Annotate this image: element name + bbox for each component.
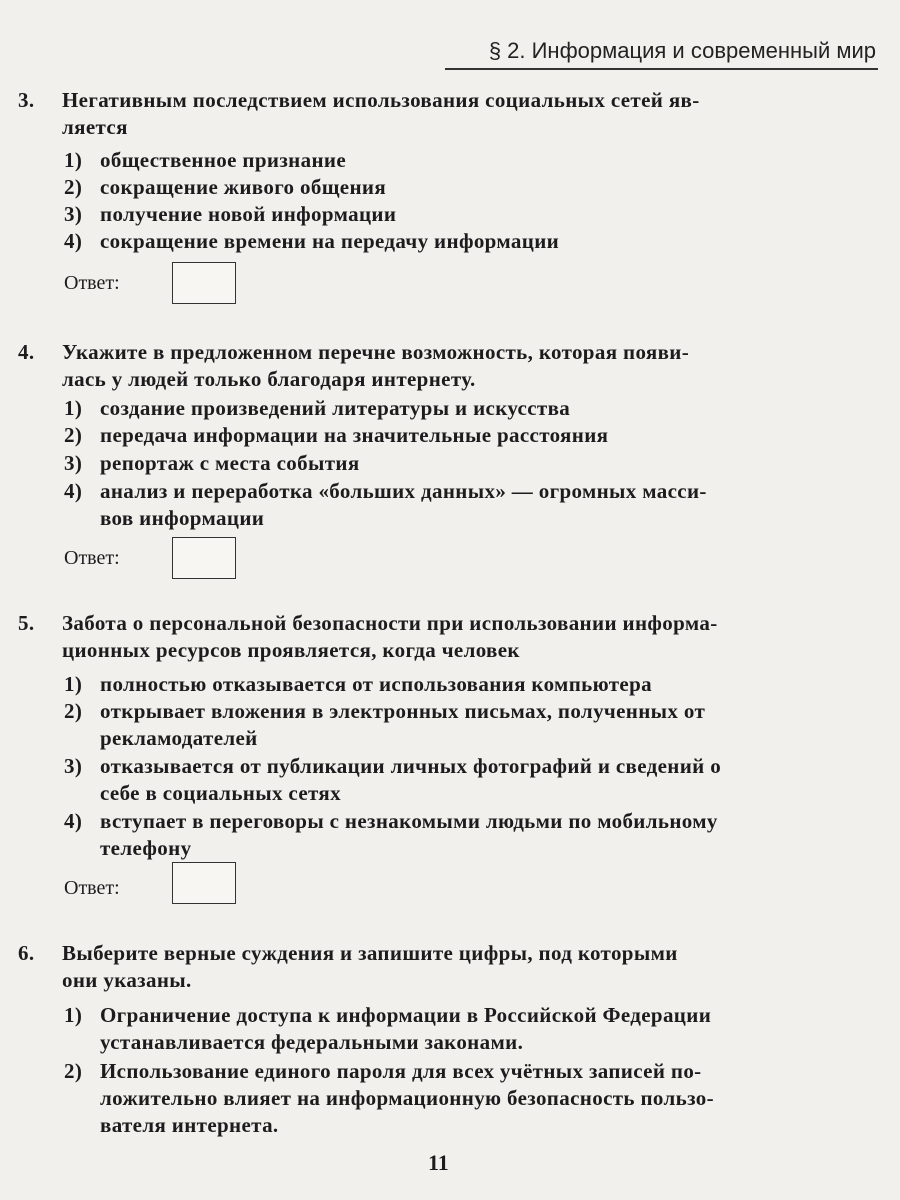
option-text: репортаж с места события	[100, 451, 360, 475]
option-text: устанавливается федеральными законами.	[100, 1030, 524, 1054]
answer-box-q5[interactable]	[172, 862, 236, 904]
option-number: 1)	[64, 148, 83, 172]
answer-box-q3[interactable]	[172, 262, 236, 304]
option-text: передача информации на значительные расстояния	[100, 423, 609, 447]
option-number: 3)	[64, 451, 83, 475]
question-text: они указаны.	[62, 968, 192, 992]
question-number: 5.	[18, 611, 35, 635]
option-number: 1)	[64, 396, 83, 420]
question-number: 3.	[18, 88, 35, 112]
question-text: Забота о персональной безопасности при использовании информа-	[62, 611, 718, 635]
option-text: вателя интернета.	[100, 1113, 279, 1137]
option-text: Ограничение доступа к информации в Российской Федерации	[100, 1003, 712, 1027]
question-text: ляется	[62, 115, 128, 139]
option-text: себе в социальных сетях	[100, 781, 341, 805]
option-number: 2)	[64, 699, 83, 723]
question-text: Укажите в предложенном перечне возможность, которая появи-	[62, 340, 690, 364]
option-text: полностью отказывается от использования компьютера	[100, 672, 652, 696]
question-text: Негативным последствием использования социальных сетей яв-	[62, 88, 700, 112]
option-text: открывает вложения в электронных письмах, полученных от	[100, 699, 706, 723]
option-number: 1)	[64, 1003, 83, 1027]
option-text: получение новой информации	[100, 202, 397, 226]
option-number: 2)	[64, 423, 83, 447]
question-number: 6.	[18, 941, 35, 965]
option-text: вступает в переговоры с незнакомыми людьми по мобильному	[100, 809, 718, 833]
answer-label: Ответ:	[64, 547, 120, 569]
option-number: 3)	[64, 202, 83, 226]
option-text: Использование единого пароля для всех учётных записей по-	[100, 1059, 702, 1083]
question-number: 4.	[18, 340, 35, 364]
option-number: 4)	[64, 809, 83, 833]
option-text: общественное признание	[100, 148, 347, 172]
option-text: телефону	[100, 836, 192, 860]
option-text: сокращение времени на передачу информации	[100, 229, 560, 253]
answer-label: Ответ:	[64, 877, 120, 899]
answer-box-q4[interactable]	[172, 537, 236, 579]
option-number: 4)	[64, 479, 83, 503]
header-divider	[445, 68, 878, 70]
option-number: 3)	[64, 754, 83, 778]
question-text: лась у людей только благодаря интернету.	[62, 367, 476, 391]
question-text: ционных ресурсов проявляется, когда человек	[62, 638, 520, 662]
section-header: § 2. Информация и современный мир	[488, 38, 876, 63]
option-text: вов информации	[100, 506, 265, 530]
option-text: ложительно влияет на информационную безопасность пользо-	[100, 1086, 714, 1110]
option-number: 2)	[64, 175, 83, 199]
option-text: отказывается от публикации личных фотографий и сведений о	[100, 754, 722, 778]
option-text: анализ и переработка «больших данных» — огромных масси-	[100, 479, 707, 503]
answer-label: Ответ:	[64, 272, 120, 294]
option-number: 1)	[64, 672, 83, 696]
option-text: рекламодателей	[100, 726, 258, 750]
question-text: Выберите верные суждения и запишите цифры, под которыми	[62, 941, 678, 965]
option-number: 2)	[64, 1059, 83, 1083]
option-number: 4)	[64, 229, 83, 253]
option-text: сокращение живого общения	[100, 175, 387, 199]
option-text: создание произведений литературы и искусства	[100, 396, 571, 420]
page-number: 11	[428, 1150, 449, 1175]
